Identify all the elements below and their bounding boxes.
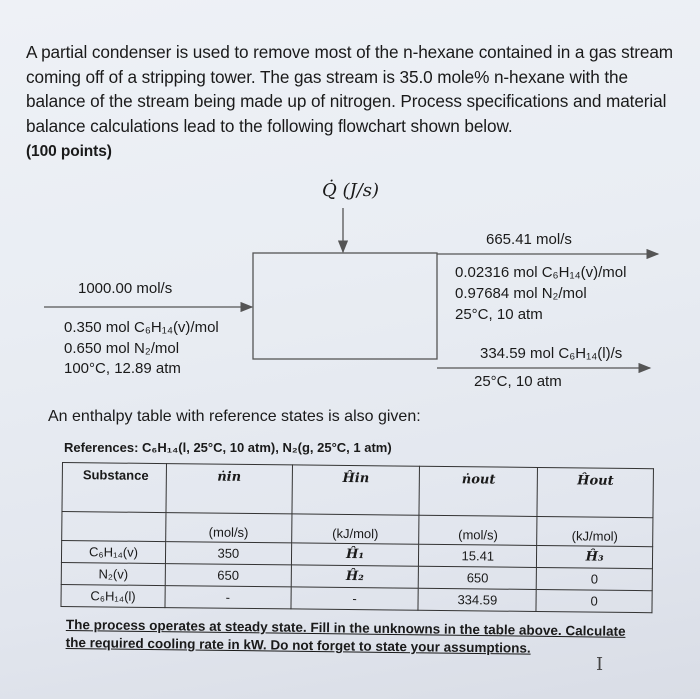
value-cell: 0 (536, 567, 652, 590)
unit-cell (62, 512, 166, 542)
feed-nitrogen-fraction: 0.650 mol N₂/mol (64, 340, 180, 357)
substance-cell: C₆H₁₄(l) (61, 584, 165, 607)
enthalpy-table (60, 462, 653, 613)
unit-cell: (mol/s) (419, 515, 537, 545)
heat-label: Q̇ (J/s) (322, 180, 380, 201)
liquid-conditions: 25°C, 10 atm (474, 373, 562, 390)
unit-cell: (mol/s) (166, 513, 292, 543)
feed-flow: 1000.00 mol/s (78, 280, 173, 297)
header-n-out: ṅout (419, 466, 537, 516)
feed-hexane-fraction: 0.350 mol C₆H₁₄(v)/mol (64, 319, 219, 336)
value-cell: 650 (419, 566, 537, 589)
header-substance: Substance (62, 463, 166, 513)
value-cell: 0 (536, 589, 652, 612)
value-cell: Ĥ₃ (537, 545, 653, 568)
value-cell: Ĥ₁ (291, 543, 419, 566)
unit-cell: (kJ/mol) (537, 516, 653, 546)
feed-conditions: 100°C, 12.89 atm (64, 360, 181, 377)
header-h-out: Ĥout (537, 467, 653, 517)
table-header-row (62, 463, 653, 518)
vapor-flow: 665.41 mol/s (486, 231, 572, 248)
problem-points: (100 points) (26, 143, 112, 160)
unit-cell: (kJ/mol) (291, 514, 419, 544)
reference-states: References: C₆H₁₄(l, 25°C, 10 atm), N₂(g, 25°C, 1 atm) (64, 440, 392, 455)
value-cell: 650 (165, 564, 291, 587)
liquid-flow: 334.59 mol C₆H₁₄(l)/s (480, 345, 623, 362)
vapor-conditions: 25°C, 10 atm (455, 306, 543, 323)
condenser-unit (253, 253, 437, 359)
problem-intro: A partial condenser is used to remove most of the n-hexane contained in a gas stream coming off of a stripping tower. The gas stream is 35.0 mole% n-hexane with the balance of the stream being made up of nitrogen. Process specifications and material balance calculations lead to the following flowchart shown below. (26, 42, 674, 136)
value-cell: - (165, 586, 291, 609)
header-h-in: Ĥin (292, 465, 420, 515)
text-cursor-icon: I (596, 654, 604, 675)
value-cell: - (291, 587, 419, 610)
value-cell: 15.41 (419, 544, 537, 567)
substance-cell: N₂(v) (61, 562, 165, 585)
vapor-nitrogen-fraction: 0.97684 mol N₂/mol (455, 285, 587, 302)
header-n-in: ṅin (166, 464, 292, 514)
value-cell: Ĥ₂ (291, 565, 419, 588)
vapor-hexane-fraction: 0.02316 mol C₆H₁₄(v)/mol (455, 264, 627, 281)
enthalpy-table-title: An enthalpy table with reference states is also given: (48, 408, 421, 425)
substance-cell: C₆H₁₄(v) (61, 541, 165, 564)
value-cell: 334.59 (418, 588, 536, 611)
closing-instructions: The process operates at steady state. Fill in the unknowns in the table above. Calculate the required cooling rate in kW. Do not forget to state your assumptions. (65, 616, 626, 656)
value-cell: 350 (165, 542, 291, 565)
